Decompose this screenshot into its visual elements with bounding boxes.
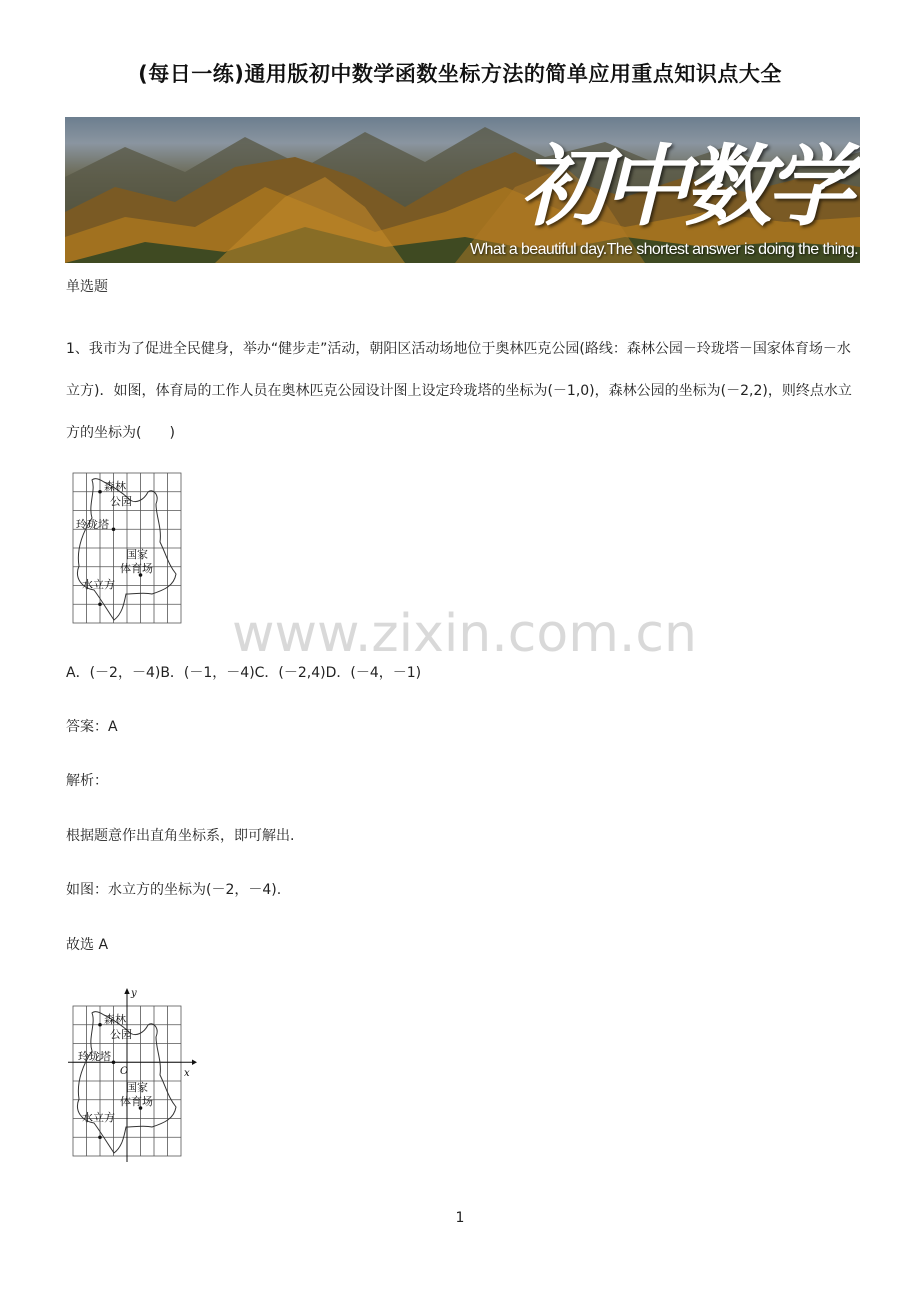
origin-label: O <box>120 1066 129 1077</box>
analysis-line-1: 根据题意作出直角坐标系，即可解出. <box>66 828 295 844</box>
analysis-line-2: 如图：水立方的坐标为(－2，－4). <box>66 882 282 898</box>
analysis-line-3: 故选 A <box>66 937 109 953</box>
banner-heading: 初中数学 <box>519 134 848 238</box>
label-stadium-1: 国家 <box>126 1081 148 1094</box>
question-text: 1、我市为了促进全民健身，举办“健步走”活动，朝阳区活动场地位于奥林匹克公园(路线：森林公园－玲珑塔－国家体育场－水立方)．如图，体育局的工作人员在奥林匹克公园设计图上设定玲珑塔的坐标为(－1,0)，森林公园的坐标为(－2,2)，则终点水立方的坐标为( ) <box>66 341 852 441</box>
label-tower: 玲珑塔 <box>76 518 109 531</box>
axis-x-label: x <box>184 1068 190 1079</box>
page-title: (每日一练)通用版初中数学函数坐标方法的简单应用重点知识点大全 <box>138 62 782 86</box>
analysis-label: 解析： <box>66 773 108 789</box>
banner-slogan: What a beautiful day.The shortest answer is doing the thing. <box>470 241 858 258</box>
answer-options: A．(－2，－4)B．(－1，－4)C．(－2,4)D．(－4，－1) <box>66 665 422 681</box>
watermark: www.zixin.com.cn <box>232 604 697 664</box>
label-stadium-2: 体育场 <box>120 1095 153 1108</box>
label-tower: 玲珑塔 <box>78 1050 111 1063</box>
label-forest-2: 公园 <box>110 495 132 508</box>
park-map-axes-figure <box>68 986 198 1162</box>
label-stadium-1: 国家 <box>126 548 148 561</box>
section-heading: 单选题 <box>66 279 108 295</box>
label-water: 水立方 <box>82 578 115 591</box>
label-forest-2: 公园 <box>110 1028 132 1041</box>
label-stadium-2: 体育场 <box>120 562 153 575</box>
label-water: 水立方 <box>82 1111 115 1124</box>
label-forest-1: 森林 <box>104 1013 126 1026</box>
answer-line: 答案：A <box>66 719 118 735</box>
park-map-figure <box>70 470 186 628</box>
label-forest-1: 森林 <box>104 480 126 493</box>
banner-image <box>65 117 860 263</box>
page-number: 1 <box>455 1210 465 1226</box>
axis-y-label: y <box>131 988 137 999</box>
